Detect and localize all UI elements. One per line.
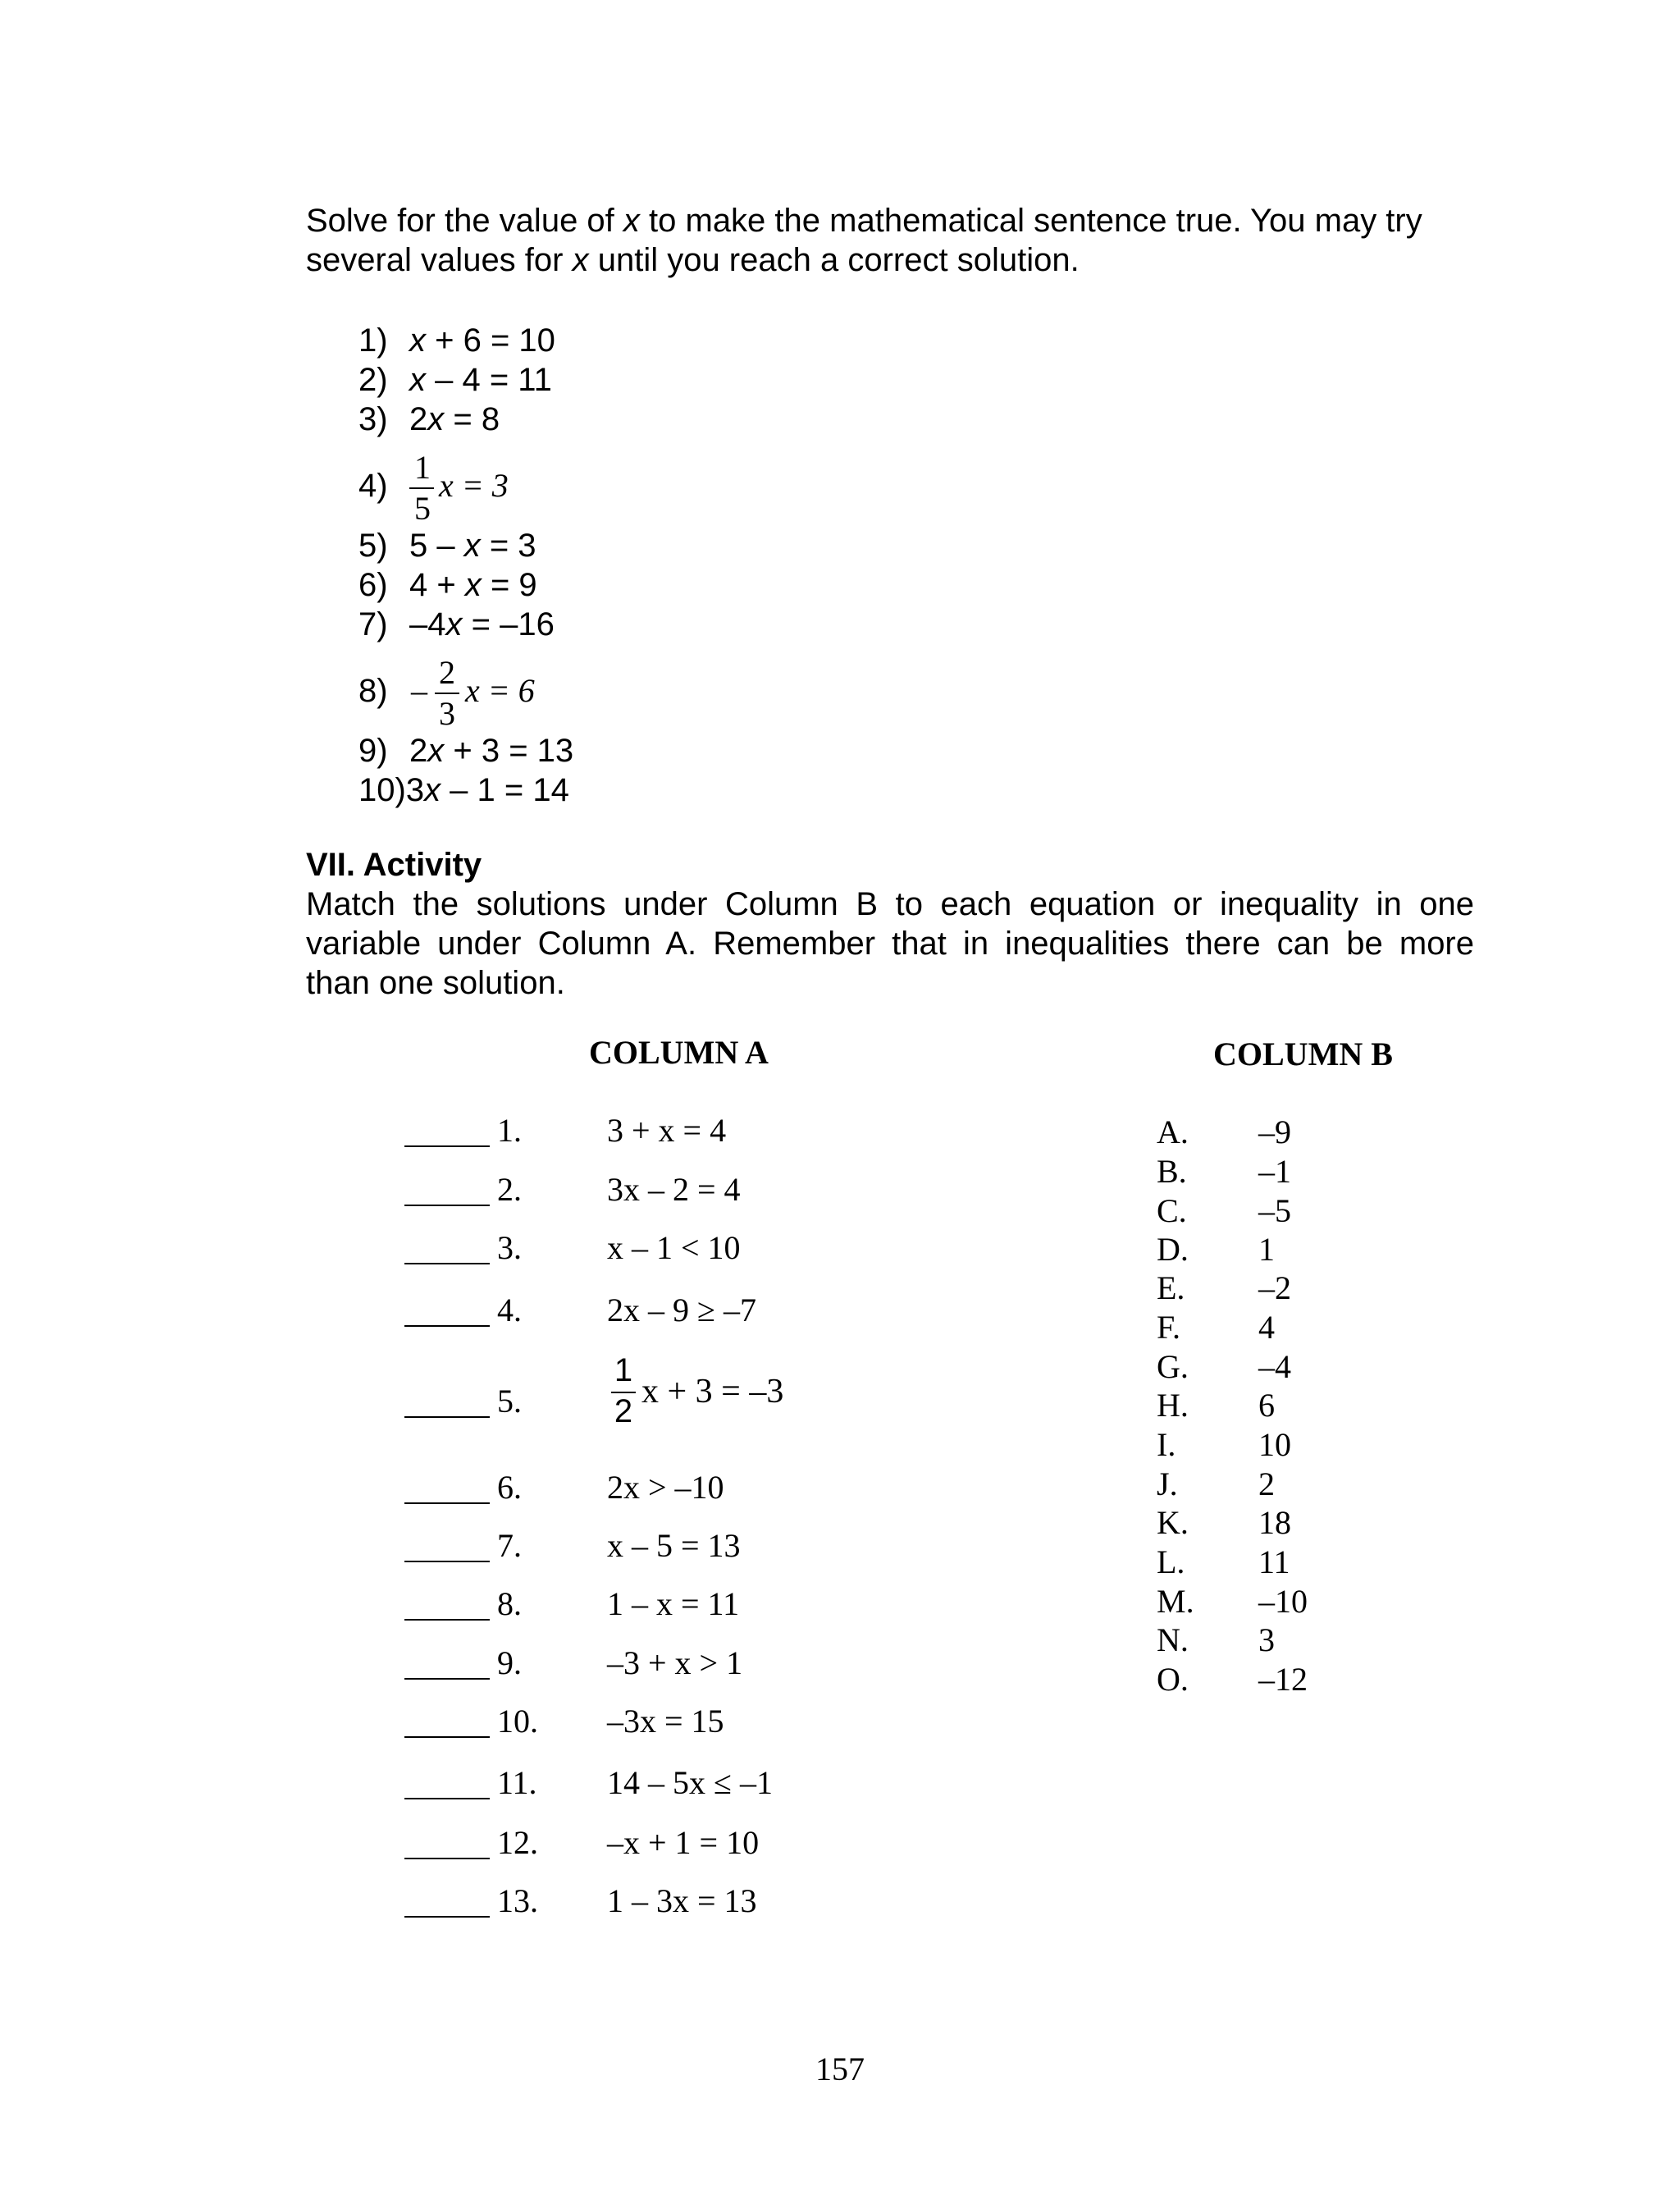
- answer-blank[interactable]: [404, 1736, 490, 1738]
- fraction-bar: [409, 487, 434, 489]
- fraction-denominator: 5: [414, 490, 431, 527]
- option-value: 18: [1258, 1504, 1291, 1541]
- problem-number: 9): [358, 733, 388, 769]
- option-value: 2: [1258, 1465, 1275, 1502]
- answer-blank[interactable]: [404, 1205, 490, 1206]
- option-letter: O.: [1157, 1661, 1189, 1698]
- option-letter: H.: [1157, 1387, 1189, 1424]
- item-number: 11.: [497, 1764, 537, 1801]
- problem-text: 2: [409, 401, 428, 437]
- item-number: 8.: [497, 1585, 522, 1622]
- problem-item: [358, 526, 536, 565]
- fraction-denominator: 3: [439, 695, 455, 732]
- activity-line: variable under Column A. Remember that in inequalities there can be more: [306, 926, 1474, 962]
- equation: x – 5 = 13: [607, 1527, 741, 1564]
- equation: 1 – 3x = 13: [607, 1882, 757, 1919]
- problem-number: 5): [358, 528, 388, 564]
- problem-item: [358, 321, 555, 360]
- equation: x + 3 = –3: [641, 1373, 784, 1410]
- problem-text: 3: [405, 772, 425, 808]
- equation: 3 + x = 4: [607, 1112, 727, 1149]
- equation: –3x = 15: [607, 1703, 724, 1740]
- equation: x – 1 < 10: [607, 1229, 741, 1266]
- option-value: 11: [1258, 1543, 1290, 1580]
- variable-x: x: [424, 772, 441, 808]
- option-value: –12: [1258, 1661, 1308, 1698]
- instruction-line-1: [306, 201, 1471, 240]
- problem-item: [358, 770, 569, 810]
- fraction-numerator: 1: [414, 449, 431, 486]
- problem-text: = 8: [444, 401, 500, 437]
- option-letter: I.: [1157, 1426, 1176, 1463]
- option-value: 6: [1258, 1387, 1275, 1424]
- instruction-text: Solve for the value of: [306, 203, 623, 239]
- problem-item: [358, 360, 552, 400]
- problem-number: 10): [358, 772, 406, 808]
- variable-x: x: [464, 567, 482, 603]
- instruction-line-2: [306, 240, 1471, 280]
- option-value: 1: [1258, 1231, 1275, 1268]
- answer-blank[interactable]: [404, 1561, 490, 1562]
- problem-number: 6): [358, 567, 388, 603]
- answer-blank[interactable]: [404, 1145, 490, 1147]
- item-number: 12.: [497, 1824, 538, 1861]
- fraction-bar: [435, 693, 459, 694]
- problem-item: [358, 731, 573, 770]
- answer-blank[interactable]: [404, 1502, 490, 1504]
- problem-text: –4: [409, 606, 446, 642]
- item-number: 9.: [497, 1644, 522, 1681]
- problem-item: [358, 605, 555, 644]
- section-heading: VII. Activity: [306, 847, 482, 883]
- item-number: 3.: [497, 1229, 522, 1266]
- answer-blank[interactable]: [404, 1619, 490, 1621]
- problem-number: 7): [358, 606, 388, 642]
- problem-text: x = 6: [465, 672, 535, 709]
- problem-item: [358, 400, 500, 439]
- activity-line: than one solution.: [306, 965, 565, 1001]
- answer-blank[interactable]: [404, 1325, 490, 1327]
- equation: 3x – 2 = 4: [607, 1171, 741, 1208]
- problem-number: 4): [358, 468, 388, 504]
- instruction-text: several values for: [306, 242, 573, 278]
- option-letter: F.: [1157, 1309, 1181, 1346]
- option-value: –2: [1258, 1269, 1291, 1306]
- equation: 2x > –10: [607, 1469, 724, 1506]
- equation: 1 – x = 11: [607, 1585, 740, 1622]
- option-letter: E.: [1157, 1269, 1185, 1306]
- fraction-numerator: 1: [614, 1352, 633, 1388]
- problem-text: = 9: [481, 567, 537, 603]
- option-value: –4: [1258, 1348, 1291, 1385]
- variable-x: x: [572, 242, 589, 278]
- problem-item: [358, 441, 605, 527]
- item-number: 7.: [497, 1527, 522, 1564]
- item-number: 10.: [497, 1703, 538, 1740]
- problem-text: – 4 = 11: [426, 362, 552, 398]
- answer-blank[interactable]: [404, 1916, 490, 1918]
- option-value: –9: [1258, 1113, 1291, 1150]
- problem-text: = –16: [462, 606, 555, 642]
- option-value: 4: [1258, 1309, 1275, 1346]
- page-number: 157: [815, 2051, 865, 2087]
- option-value: 3: [1258, 1621, 1275, 1658]
- item-number: 13.: [497, 1882, 538, 1919]
- minus-sign: –: [411, 672, 427, 709]
- variable-x: x: [623, 203, 640, 239]
- item-number: 1.: [497, 1112, 522, 1149]
- problem-text: 2: [409, 733, 428, 769]
- problem-number: 3): [358, 401, 388, 437]
- option-letter: C.: [1157, 1192, 1187, 1229]
- column-b-heading: COLUMN B: [1213, 1036, 1393, 1072]
- option-value: –5: [1258, 1192, 1291, 1229]
- problem-text: – 1 = 14: [441, 772, 569, 808]
- problem-number: 2): [358, 362, 388, 398]
- fraction-numerator: 2: [439, 654, 455, 691]
- activity-instructions: [306, 885, 1474, 1003]
- problem-text: 4 +: [409, 567, 465, 603]
- equation: 2x – 9 ≥ –7: [607, 1292, 756, 1328]
- option-letter: J.: [1157, 1465, 1178, 1502]
- variable-x: x: [409, 362, 426, 398]
- option-letter: D.: [1157, 1231, 1189, 1268]
- option-letter: L.: [1157, 1543, 1185, 1580]
- problem-text: + 3 = 13: [444, 733, 574, 769]
- option-letter: A.: [1157, 1113, 1189, 1150]
- problem-text: x = 3: [439, 467, 509, 504]
- equation: –x + 1 = 10: [607, 1824, 760, 1861]
- option-letter: N.: [1157, 1621, 1189, 1658]
- fraction-denominator: 2: [614, 1393, 633, 1429]
- variable-x: x: [409, 322, 426, 359]
- instruction-text: until you reach a correct solution.: [588, 242, 1080, 278]
- variable-x: x: [463, 528, 481, 564]
- answer-blank[interactable]: [404, 1858, 490, 1859]
- option-value: –10: [1258, 1583, 1308, 1620]
- item-number: 4.: [497, 1292, 522, 1328]
- variable-x: x: [427, 401, 445, 437]
- option-value: 10: [1258, 1426, 1291, 1463]
- option-letter: K.: [1157, 1504, 1189, 1541]
- item-number: 6.: [497, 1469, 522, 1506]
- problem-item: [358, 565, 537, 605]
- answer-blank[interactable]: [404, 1678, 490, 1680]
- answer-blank[interactable]: [404, 1798, 490, 1799]
- item-number: 5.: [497, 1383, 522, 1420]
- problem-text: = 3: [480, 528, 536, 564]
- option-letter: G.: [1157, 1348, 1189, 1385]
- instruction-paragraph: [306, 201, 1471, 280]
- problem-text: + 6 = 10: [426, 322, 555, 359]
- option-value: –1: [1258, 1153, 1291, 1190]
- option-letter: M.: [1157, 1583, 1194, 1620]
- answer-blank[interactable]: [404, 1416, 490, 1418]
- problem-text: 5 –: [409, 528, 464, 564]
- answer-blank[interactable]: [404, 1263, 490, 1264]
- instruction-text: to make the mathematical sentence true. You may try: [639, 203, 1422, 239]
- option-letter: B.: [1157, 1153, 1187, 1190]
- variable-x: x: [445, 606, 463, 642]
- column-a-heading: COLUMN A: [589, 1034, 769, 1071]
- item-number: 2.: [497, 1171, 522, 1208]
- activity-line: Match the solutions under Column B to each equation or inequality in one: [306, 886, 1474, 922]
- equation: 14 – 5x ≤ –1: [607, 1764, 773, 1801]
- variable-x: x: [427, 733, 445, 769]
- problem-number: 1): [358, 322, 388, 359]
- problem-item: [358, 647, 605, 732]
- equation: –3 + x > 1: [607, 1644, 743, 1681]
- problem-number: 8): [358, 673, 388, 709]
